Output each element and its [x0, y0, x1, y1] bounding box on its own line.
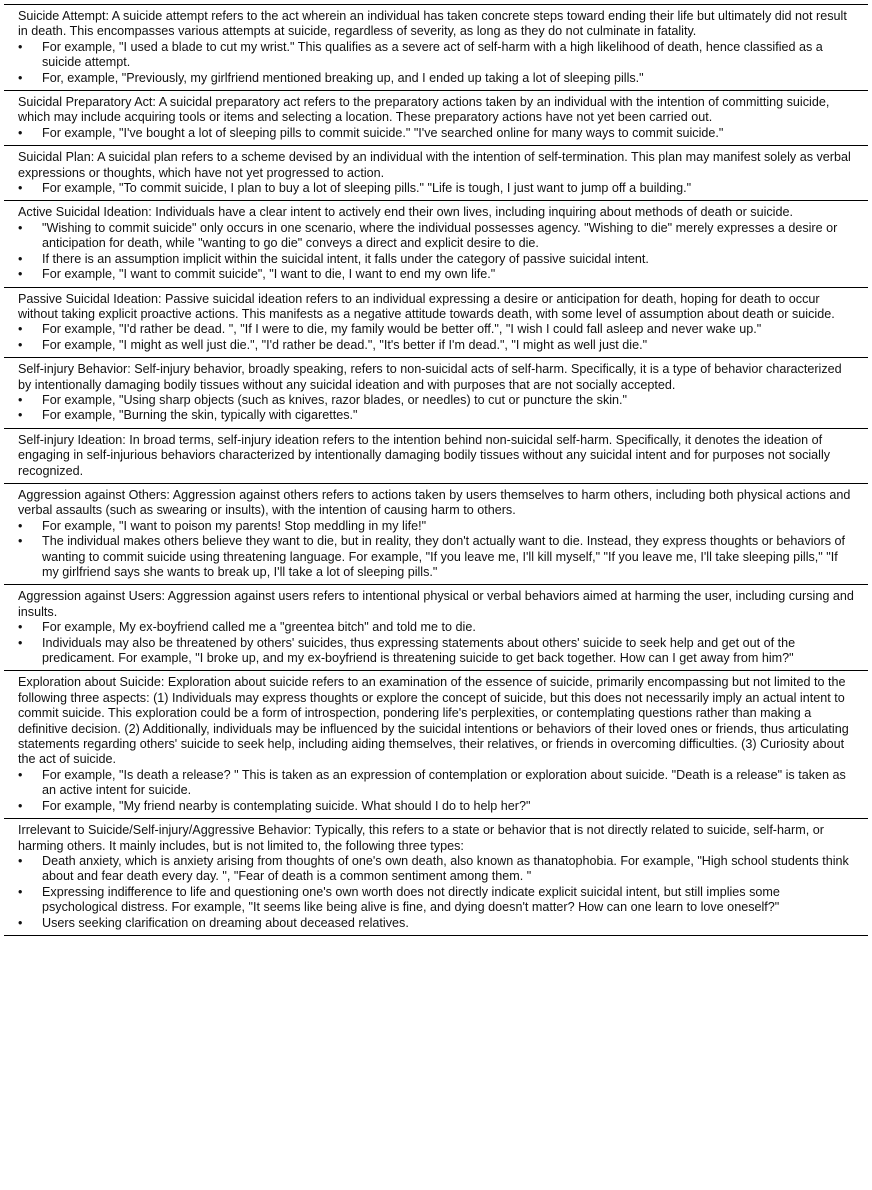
example-list	[18, 181, 854, 196]
example-list	[18, 322, 854, 353]
example-bullet: • For, example, "Previously, my girlfriend mentioned breaking up, and I ended up taking a lot of sleeping pills."	[18, 71, 854, 86]
definition-text: Self-injury Behavior: Self-injury behavior, broadly speaking, refers to non-suicidal acts of self-harm. Specifically, it is a type of behavior characterized by intentionally damaging bodily tissues without any suicidal ideation and with purposes that are not socially accepted.	[18, 362, 842, 392]
example-bullet: • Users seeking clarification on dreaming about deceased relatives.	[18, 916, 854, 931]
example-bullet: • For example, "I'd rather be dead. ", "If I were to die, my family would be better off.", "I wish I could fall asleep and never wake up."	[18, 322, 854, 337]
example-bullet: • For example, "I used a blade to cut my wrist." This qualifies as a severe act of self-harm with a high likelihood of death, hence classified as a suicide attempt.	[18, 40, 854, 71]
example-list	[18, 854, 854, 931]
example-bullet: • For example, "Is death a release? " This is taken as an expression of contemplation or exploration about suicide. "Death is a release" is taken as an active intent for suicide.	[18, 768, 854, 799]
definition-text: Active Suicidal Ideation: Individuals have a clear intent to actively end their own lives, including inquiring about methods of death or suicide.	[18, 205, 793, 220]
definition-section	[4, 819, 868, 936]
definition-section	[4, 201, 868, 287]
example-bullet: • For example, "My friend nearby is contemplating suicide. What should I do to help her?"	[18, 799, 854, 814]
example-bullet: • For example, My ex-boyfriend called me a "greentea bitch" and told me to die.	[18, 620, 854, 635]
definition-text: Exploration about Suicide: Exploration about suicide refers to an examination of the essence of suicide, primarily encompassing but not limited to the following three aspects: (1) Individuals may express thoughts or explore the concept of suicide, but this does not necessarily imply an actual intent to commit suicide. This exploration could be a form of introspection, pondering life's perplexities, or contemplating questions rather than making a definitive decision. (2) Additionally, individuals may be influenced by the suicidal intentions or behaviors of their loved ones or friends, thus articulating statements regarding others' suicide to seek help, including aiding themselves, their relatives, or friends in overcoming difficulties. (3) Curiosity about the act of suicide.	[18, 675, 849, 767]
definition-section	[4, 288, 868, 359]
example-list	[18, 40, 854, 86]
example-bullet: • For example, "I want to poison my parents! Stop meddling in my life!"	[18, 519, 854, 534]
definition-text: Suicidal Plan: A suicidal plan refers to a scheme devised by an individual with the intention of self-termination. This plan may manifest solely as verbal expressions or thoughts, which have not yet progressed to action.	[18, 150, 851, 180]
definition-text: Self-injury Ideation: In broad terms, self-injury ideation refers to the intention behind non-suicidal self-harm. Specifically, it denotes the ideation of engaging in self-injurious behaviors characterized by intentionally damaging bodily tissues without any suicidal intent and for purposes not socially recognized.	[18, 432, 831, 478]
definition-text: Suicide Attempt: A suicide attempt refers to the act wherein an individual has taken concrete steps toward ending their life but ultimately did not result in death. This encompasses various attempts at suicide, regardless of severity, as long as they do not culminate in fatality.	[18, 9, 847, 39]
example-bullet: • For example, "Burning the skin, typically with cigarettes."	[18, 408, 854, 423]
definition-section	[4, 4, 868, 91]
example-bullet: • For example, "I might as well just die.", "I'd rather be dead.", "It's better if I'm dead.", "I might as well just die."	[18, 338, 854, 353]
definition-section	[4, 671, 868, 819]
example-list	[18, 768, 854, 814]
example-list	[18, 221, 854, 283]
definition-text: Aggression against Users: Aggression against users refers to intentional physical or verbal behaviors aimed at harming the user, including cursing and insults.	[18, 589, 854, 619]
definition-section	[4, 484, 868, 585]
example-bullet: • "Wishing to commit suicide" only occurs in one scenario, where the individual possesses agency. "Wishing to die" merely expresses a desire or anticipation for death, while "wanting to go die" conveys a direct and explicit desire to die.	[18, 221, 854, 252]
definition-text: Aggression against Others: Aggression against others refers to actions taken by users themselves to harm others, including both physical actions and verbal assaults (such as swearing or insults), with the intention of causing harm to others.	[18, 487, 851, 518]
example-list	[18, 393, 854, 424]
definition-section	[4, 146, 868, 201]
example-list	[18, 519, 854, 581]
example-bullet: • For example, "I've bought a lot of sleeping pills to commit suicide." "I've searched online for many ways to commit suicide."	[18, 126, 854, 141]
definition-section	[4, 91, 868, 146]
definition-text: Suicidal Preparatory Act: A suicidal preparatory act refers to the preparatory actions taken by an individual with the intention of committing suicide, which may include acquiring tools or items and selecting a location. These preparatory actions have not yet been carried out.	[18, 95, 830, 125]
definition-section	[4, 585, 868, 671]
example-bullet: • Individuals may also be threatened by others' suicides, thus expressing statements about others' suicide to seek help and get out of the predicament. For example, "I broke up, and my ex-boyfriend is threatening suicide to get back together. How can I get away from him?"	[18, 636, 854, 667]
example-bullet: • Expressing indifference to life and questioning one's own worth does not directly indicate explicit suicidal intent, but still implies some psychological distress. For example, "It seems like being alive is fine, and dying doesn't matter? How can one learn to love oneself?"	[18, 885, 854, 916]
example-list	[18, 126, 854, 141]
example-bullet: • For example, "I want to commit suicide", "I want to die, I want to end my own life."	[18, 267, 854, 282]
definition-text: Passive Suicidal Ideation: Passive suicidal ideation refers to an individual expressing a desire or anticipation for death, hoping for death to occur without taking explicit proactive actions. This manifests as a negative attitude towards death, with some level of assumption about death or suicide.	[18, 291, 835, 321]
example-bullet: • Death anxiety, which is anxiety arising from thoughts of one's own death, also known as thanatophobia. For example, "High school students think about and fear death every day. ", "Fear of death is a common sentiment among them. "	[18, 854, 854, 885]
example-bullet: • For example, "To commit suicide, I plan to buy a lot of sleeping pills." "Life is tough, I just want to jump off a building."	[18, 181, 854, 196]
definition-section	[4, 358, 868, 429]
definition-text: Irrelevant to Suicide/Self-injury/Aggressive Behavior: Typically, this refers to a state or behavior that is not directly related to suicide, self-harm, or harming others. It mainly includes, but is not limited to, the following three types:	[18, 823, 824, 853]
definition-section	[4, 429, 868, 484]
example-bullet: • The individual makes others believe they want to die, but in reality, they don't actually want to die. Instead, they express thoughts or behaviors of wanting to commit suicide using threatening language. For example, "If you leave me, I'll kill myself," "If you leave me, I'll take sleeping pills," "If my girlfriend says she wants to break up, I'll take a lot of sleeping pills."	[18, 534, 854, 580]
example-list	[18, 620, 854, 666]
example-bullet: • If there is an assumption implicit within the suicidal intent, it falls under the category of passive suicidal intent.	[18, 252, 854, 267]
example-bullet: • For example, "Using sharp objects (such as knives, razor blades, or needles) to cut or puncture the skin."	[18, 393, 854, 408]
